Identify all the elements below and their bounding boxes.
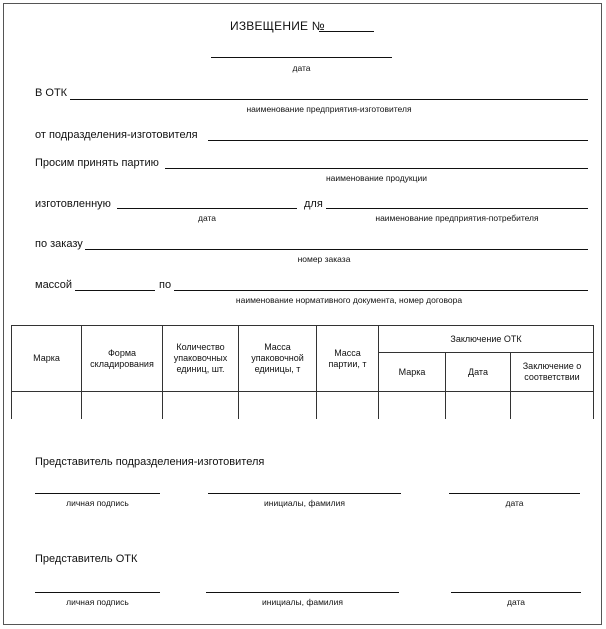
table-cell[interactable]: [511, 392, 594, 422]
otk-rep-signature-field[interactable]: [35, 592, 160, 593]
division-rep-name-field[interactable]: [208, 493, 401, 494]
division-rep-signature-field[interactable]: [35, 493, 160, 494]
col-header-package-mass: Масса упаковочной единицы, т: [239, 326, 317, 392]
table-row: [12, 392, 594, 422]
mass-label: массой: [35, 279, 73, 291]
notice-title: ИЗВЕЩЕНИЕ №: [230, 19, 325, 33]
consumer-caption: наименование предприятия-потребителя: [375, 213, 539, 223]
division-rep-name-caption: инициалы, фамилия: [264, 498, 345, 508]
table-cell[interactable]: [379, 392, 446, 422]
division-rep-signature-caption: личная подпись: [66, 498, 129, 508]
manufacturer-caption: наименование предприятия-изготовителя: [246, 104, 412, 114]
form-border: [3, 3, 602, 625]
made-date-field[interactable]: [117, 208, 297, 209]
otk-table: [11, 325, 594, 422]
otk-rep-signature-caption: личная подпись: [66, 597, 129, 607]
sub-header-mark: Марка: [379, 353, 446, 392]
otk-rep-title: Представитель ОТК: [35, 553, 138, 565]
division-rep-date-field[interactable]: [449, 493, 580, 494]
manufacturer-field[interactable]: [70, 99, 588, 100]
for-label: для: [304, 198, 323, 210]
batch-label: Просим принять партию: [35, 157, 159, 169]
sub-header-conformity: Заключение о соответствии: [511, 353, 594, 392]
by-label: по: [159, 279, 172, 291]
order-label: по заказу: [35, 238, 83, 250]
col-header-batch-mass: Масса партии, т: [317, 326, 379, 392]
notice-date-field[interactable]: [211, 57, 392, 58]
consumer-field[interactable]: [326, 208, 588, 209]
col-header-storage-form: Форма складирования: [82, 326, 163, 392]
order-field[interactable]: [85, 249, 588, 250]
product-field[interactable]: [165, 168, 588, 169]
otk-rep-date-field[interactable]: [451, 592, 581, 593]
sub-header-date: Дата: [446, 353, 511, 392]
col-header-otk-conclusion: Заключение ОТК: [379, 326, 594, 353]
order-caption: номер заказа: [297, 254, 351, 264]
col-header-package-count: Количество упаковочных единиц, шт.: [163, 326, 239, 392]
otk-rep-name-caption: инициалы, фамилия: [262, 597, 343, 607]
mass-field[interactable]: [75, 290, 155, 291]
otk-label: В ОТК: [35, 87, 68, 99]
table-cell[interactable]: [239, 392, 317, 422]
table-cell[interactable]: [446, 392, 511, 422]
division-field[interactable]: [208, 140, 588, 141]
made-date-caption: дата: [197, 213, 217, 223]
document-caption: наименование нормативного документа, номер договора: [235, 295, 463, 305]
division-label: от подразделения-изготовителя: [35, 129, 198, 141]
division-rep-date-caption: дата: [505, 498, 524, 508]
division-rep-title: Представитель подразделения-изготовителя: [35, 456, 265, 468]
table-cell[interactable]: [163, 392, 239, 422]
otk-rep-name-field[interactable]: [206, 592, 399, 593]
made-label: изготовленную: [35, 198, 111, 210]
col-header-mark: Марка: [12, 326, 82, 392]
table-cell[interactable]: [317, 392, 379, 422]
notice-date-caption: дата: [292, 63, 311, 73]
otk-rep-date-caption: дата: [506, 597, 526, 607]
notice-number-field[interactable]: [319, 31, 374, 32]
table-open-bottom: [10, 419, 596, 423]
table-cell[interactable]: [82, 392, 163, 422]
table-cell[interactable]: [12, 392, 82, 422]
product-caption: наименование продукции: [325, 173, 427, 183]
document-field[interactable]: [174, 290, 588, 291]
